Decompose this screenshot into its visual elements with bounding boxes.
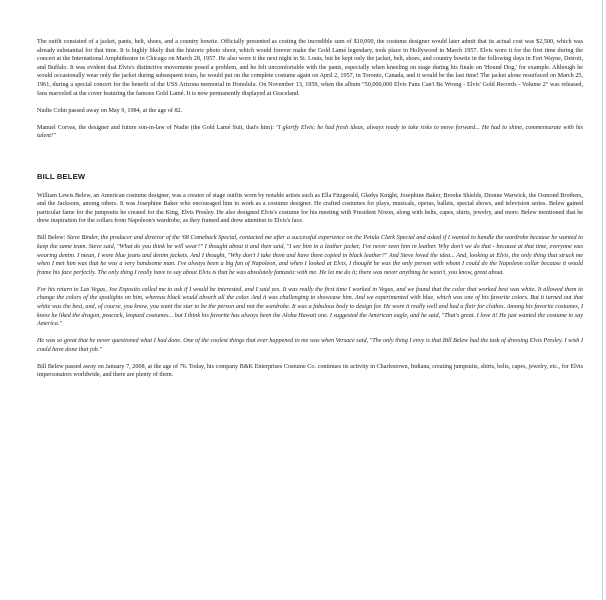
- nudie-death-paragraph: Nudie Cohn passed away on May 9, 1984, at the age of 82.: [37, 107, 183, 114]
- section-heading: BILL BELEW: [37, 172, 86, 182]
- corvas-intro: Manuel Corvas, the designer and future son-in-law of Nudie (the Gold Lamé Suit, that's him):: [37, 124, 276, 131]
- page-content: [37, 38, 583, 388]
- belew-intro-paragraph: William Lewis Belew, an American costume designer, was a creator of stage outfits worn by notable artists such as Ella Fitzgerald, Gladys Knight, Josephine Baker, Brooke Shields, Dionne Warwick, the Osmond Brothers, and the Jacksons, among others. It was Josephine Baker who encouraged him to work as a costume designer. He crafted costumes for plays, musicals, operas, ballets, special shows, and television series. Belew gained particular fame for the jumpsuits he created for the King, Elvis Presley. He also designed Elvis's costume for his meeting with President Nixon, along with belts, capes, shirts, jewelry, and more. Belew mentioned that he drew inspiration for the collars from Napoleon's wardrobe, as they framed and drew attention to Elvis's face.: [37, 192, 583, 225]
- gold-lame-paragraph: The outfit consisted of a jacket, pants, belt, shoes, and a country bowtie. Officially presented as costing the incredible sum of $10,000, the costume designer would later admit that its actual cost was $2,500, which was already substantial for that time. It is highly likely that the historic photo shoot, which would forever make the Gold Lamé legendary, took place in Hollywood in March 1957. Elvis wore it for the first time during the concert at the International Amphitheatre in Chicago on March 28, 1957. He also wore it the next night in St. Louis, but he kept only the jacket, belt, shoes, and country bowtie in the following days in Fort Wayne, Detroit, and Buffalo. It was evident that Elvis's distinctive movements posed a problem, and he felt uncomfortable with the pants, especially when kneeling on stage during his finale on 'Hound Dog,' for example. Although he would occasionally wear only the jacket during subsequent tours, he would put on the complete costume again on April 2, 1957, in Toronto, Canada, and it would be the last time! The jacket alone resurfaced on March 25, 1961, during a special concert for the benefit of the USS Arizona memorial in Honolulu. On November 13, 1959, when the album "50,000,000 Elvis Fans Can't Be Wrong - Elvis' Gold Records - Volume 2" was released, fans marveled at the cover featuring the famous Gold Lamé. It is now permanently displayed at Graceland.: [37, 39, 583, 97]
- belew-quote-1: Steve Binder, the producer and director of the '68 Comeback Special, contacted me after a successful experience on the Petula Clark Special and asked if I wanted to handle the wardrobe because he wanted to keep the same team. Steve said, "What do you think he will wear?" I thought about it and then said, "I see him in a leather jacket; I've never seen him in leather. Why don't we do that - because at that time, everyone was wearing denim. I mean, I wore blue jeans and denim jackets. And I thought, "Why don't I take them and have them copied in black leather?" And Steve loved the idea... And, looking at Elvis, the only thing that struck me when I met him was that he was a very handsome man. I've always been a big fan of Napoleon, and when I looked at Elvis, I thought he was the only person with whom I could do the Napoleon collar because it would frame his face perfectly. The only thing I really have to say about Elvis is that he was absolutely fantastic with me. He let me do it; there was never anything he wasn't, you know, great about.: [37, 235, 583, 276]
- belew-quote-paragraph-2: For his return to Las Vegas, Joe Esposito called me to ask if I would be interested, and I said yes. It was really the first time I worked in Vegas, and we found that the color that worked best was white. It allowed them to change the colors of the spotlights on him, whereas black would absorb all the color. And it was challenging to showcase him. And we experimented with blue, which was one of his favorite colors. But it turned out that white was the best, and, of course, you know, you want the star to be the person and not the wardrobe. It was a fabulous body to design for. He wore it really well and had a flair for clothes. Among his favorite costumes, I know he liked the dragon, peacock, leopard costumes... but I think his favorite has always been the Aloha Hawaii one. I suggested the American eagle, and he said, "That's great. I love it! He just wanted the costume to say America.": [37, 286, 583, 328]
- belew-speaker: Bill Belew:: [37, 235, 67, 242]
- corvas-quote: "I glorify Elvis; he had fresh ideas, always ready to take risks to move forward... He had to shine, commensurate with his talent!": [37, 124, 583, 140]
- section-gap: [37, 149, 583, 173]
- belew-quote-paragraph-3: He was so great that he never questioned what I had done. One of the coolest things that ever happened to me was when Versace said, "The only thing I envy is that Bill Belew had the task of dressing Elvis Presley. I wish I could have done that job.": [37, 338, 583, 353]
- belew-quote-paragraph-1: [37, 234, 583, 277]
- corvas-paragraph: [37, 124, 583, 141]
- page-edge-line: [602, 0, 603, 600]
- belew-outro-paragraph: Bill Belew passed away on January 7, 2008, at the age of 76. Today, his company B&K Enterprises Costume Co. continues its activity in Charlestown, Indiana, creating jumpsuits, shirts, belts, capes, jewelry, etc., for Elvis impersonators worldwide, and there are plenty of them.: [37, 363, 583, 379]
